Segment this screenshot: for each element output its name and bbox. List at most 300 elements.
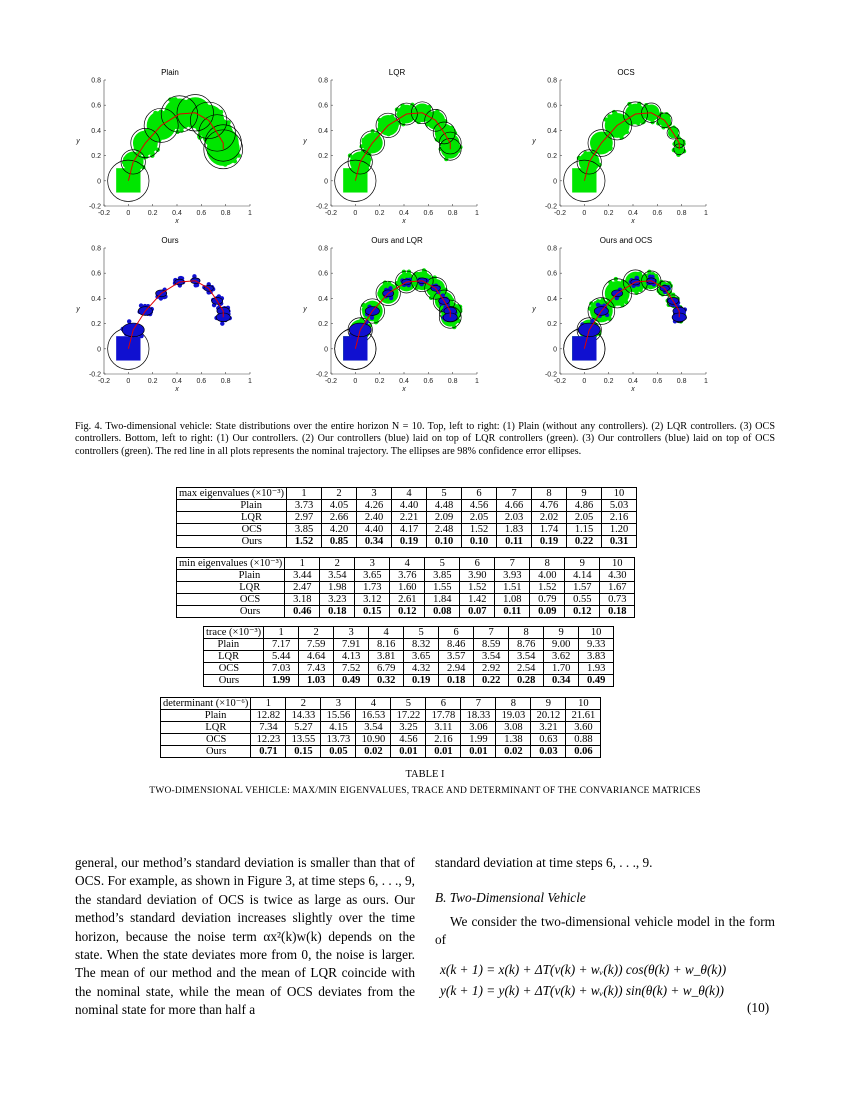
table-col-header: 9 bbox=[544, 627, 579, 639]
sample-point bbox=[361, 139, 365, 143]
x-tick-label: 0.8 bbox=[676, 210, 687, 217]
x-tick-label: 0 bbox=[126, 378, 131, 385]
table-col-header: 2 bbox=[299, 627, 334, 639]
table-cell: 7.52 bbox=[334, 663, 369, 675]
y-tick-label: -0.2 bbox=[544, 371, 557, 379]
plot-title: Plain bbox=[161, 68, 179, 77]
y-axis-label: y bbox=[303, 306, 307, 313]
sample-point bbox=[158, 131, 162, 135]
table-cell: 1.52 bbox=[462, 524, 497, 536]
y-tick-label: 0.6 bbox=[547, 270, 557, 278]
table-label: TABLE I bbox=[405, 769, 445, 780]
table-cell: 3.85 bbox=[425, 570, 460, 582]
table-cell: 8.76 bbox=[509, 639, 544, 651]
table-cell: 0.22 bbox=[474, 675, 509, 687]
table-row-label: Ours bbox=[177, 606, 285, 618]
x-tick-label: 0.8 bbox=[676, 378, 687, 385]
table-cell: 5.27 bbox=[286, 722, 321, 734]
sample-point bbox=[648, 285, 652, 289]
plot-svg bbox=[303, 242, 487, 393]
sample-point bbox=[203, 104, 207, 108]
table-cell: 0.22 bbox=[567, 536, 602, 548]
table-cell: 0.31 bbox=[602, 536, 637, 548]
sample-point bbox=[579, 161, 583, 165]
table-col-header: 8 bbox=[532, 488, 567, 500]
table-row-label: LQR bbox=[204, 651, 264, 663]
table-row-label: Plain bbox=[161, 710, 251, 722]
sample-point bbox=[217, 315, 221, 319]
sample-point bbox=[454, 145, 458, 149]
table-cell: 3.93 bbox=[495, 570, 530, 582]
sample-point bbox=[178, 276, 182, 280]
table-cell: 1.51 bbox=[495, 582, 530, 594]
table-cell: 0.12 bbox=[390, 606, 425, 618]
table-cell: 0.49 bbox=[579, 675, 614, 687]
table-cell: 7.03 bbox=[264, 663, 299, 675]
table-cell: 1.52 bbox=[460, 582, 495, 594]
table-row bbox=[177, 570, 635, 582]
sample-point bbox=[211, 145, 215, 149]
sample-point bbox=[173, 97, 177, 101]
table-row bbox=[161, 710, 601, 722]
table-row bbox=[177, 582, 635, 594]
plot-title: Ours bbox=[161, 236, 179, 245]
table-cell: 7.59 bbox=[299, 639, 334, 651]
sample-point bbox=[434, 115, 438, 119]
x-tick-label: 0.6 bbox=[423, 210, 434, 217]
sample-point bbox=[383, 121, 387, 125]
x-tick-label: 0.2 bbox=[147, 378, 158, 385]
sample-point bbox=[126, 327, 130, 331]
y-tick-label: 0.4 bbox=[318, 127, 328, 135]
table-cell: 0.19 bbox=[392, 536, 427, 548]
x-tick-label: 0.4 bbox=[399, 378, 409, 385]
x-tick-label: 0.2 bbox=[374, 210, 385, 217]
table-cell: 3.57 bbox=[439, 651, 474, 663]
sample-point bbox=[219, 114, 223, 118]
sample-point bbox=[139, 142, 143, 146]
table-col-header: 9 bbox=[565, 558, 600, 570]
plot-lqr bbox=[303, 68, 479, 225]
table-cell: 0.63 bbox=[531, 734, 566, 746]
table-cell: 0.85 bbox=[322, 536, 357, 548]
table-col-header: 3 bbox=[355, 558, 390, 570]
sample-point bbox=[584, 163, 588, 167]
table-row-label: OCS bbox=[177, 594, 285, 606]
sample-point bbox=[218, 149, 222, 153]
x-tick-label: 0.8 bbox=[220, 210, 231, 217]
table-cell: 3.54 bbox=[320, 570, 355, 582]
table-cell: 4.17 bbox=[392, 524, 427, 536]
table-cell: 1.99 bbox=[264, 675, 299, 687]
sample-point bbox=[377, 291, 381, 295]
sample-point bbox=[148, 146, 152, 150]
table-cell: 1.83 bbox=[497, 524, 532, 536]
sample-point bbox=[396, 112, 400, 116]
table-cell: 4.48 bbox=[427, 500, 462, 512]
x-tick-label: -0.2 bbox=[97, 378, 111, 385]
table-row-label: Plain bbox=[204, 639, 264, 651]
table-cell: 4.00 bbox=[530, 570, 565, 582]
table-cell: 0.11 bbox=[495, 606, 530, 618]
table-min-eigenvalues bbox=[176, 557, 635, 618]
table-col-header: 3 bbox=[334, 627, 369, 639]
y-tick-label: 0 bbox=[97, 178, 101, 186]
table-cell: 1.15 bbox=[567, 524, 602, 536]
table-col-header: 8 bbox=[530, 558, 565, 570]
plot-title: Ours and LQR bbox=[371, 236, 423, 245]
x-axis-label: x bbox=[402, 386, 406, 393]
table-cell: 2.16 bbox=[426, 734, 461, 746]
y-axis-label: y bbox=[76, 306, 80, 313]
table-col-header: 4 bbox=[356, 698, 391, 710]
table-max-eigenvalues bbox=[176, 487, 637, 548]
table-header-label: max eigenvalues (×10⁻³) bbox=[177, 488, 287, 500]
table-cell: 1.74 bbox=[532, 524, 567, 536]
y-tick-label: 0.6 bbox=[91, 270, 101, 278]
table-cell: 0.15 bbox=[286, 746, 321, 758]
table-cell: 0.02 bbox=[496, 746, 531, 758]
table-cell: 0.02 bbox=[356, 746, 391, 758]
table-cell: 8.46 bbox=[439, 639, 474, 651]
y-tick-label: -0.2 bbox=[88, 203, 101, 211]
table-cell: 0.01 bbox=[426, 746, 461, 758]
table-row-label: LQR bbox=[177, 582, 285, 594]
table-row bbox=[204, 675, 614, 687]
table-row-label: LQR bbox=[177, 512, 287, 524]
table-row-label: LQR bbox=[161, 722, 251, 734]
table-cell: 0.19 bbox=[404, 675, 439, 687]
sample-point bbox=[387, 281, 391, 285]
x-tick-label: 0.6 bbox=[423, 378, 434, 385]
table-cell: 2.66 bbox=[322, 512, 357, 524]
sample-point bbox=[220, 321, 224, 325]
sample-point bbox=[200, 107, 204, 111]
x-tick-label: -0.2 bbox=[324, 210, 338, 217]
table-cell: 3.44 bbox=[285, 570, 320, 582]
table-cell: 2.40 bbox=[357, 512, 392, 524]
table-cell: 0.88 bbox=[566, 734, 601, 746]
table-cell: 17.22 bbox=[391, 710, 426, 722]
table-cell: 0.03 bbox=[531, 746, 566, 758]
plot-svg bbox=[532, 242, 716, 393]
table-cell: 2.61 bbox=[390, 594, 425, 606]
table-col-header: 10 bbox=[600, 558, 635, 570]
x-tick-label: 0.8 bbox=[447, 378, 458, 385]
table-cell: 3.85 bbox=[287, 524, 322, 536]
table-row bbox=[177, 500, 637, 512]
table-cell: 3.54 bbox=[356, 722, 391, 734]
table-cell: 2.05 bbox=[462, 512, 497, 524]
table-row-label: Plain bbox=[177, 500, 287, 512]
table-cell: 4.30 bbox=[600, 570, 635, 582]
table-cell: 19.03 bbox=[496, 710, 531, 722]
table-cell: 0.73 bbox=[600, 594, 635, 606]
table-cell: 4.05 bbox=[322, 500, 357, 512]
table-col-header: 6 bbox=[439, 627, 474, 639]
sample-point bbox=[367, 157, 371, 161]
sample-point bbox=[447, 126, 451, 130]
table-cell: 16.53 bbox=[356, 710, 391, 722]
sample-point bbox=[392, 127, 396, 131]
sample-point bbox=[415, 112, 419, 116]
table-cell: 3.65 bbox=[355, 570, 390, 582]
table-col-header: 9 bbox=[531, 698, 566, 710]
table-cell: 3.18 bbox=[285, 594, 320, 606]
table-cell: 0.32 bbox=[369, 675, 404, 687]
sample-point bbox=[421, 105, 425, 109]
table-col-header: 6 bbox=[426, 698, 461, 710]
figure-caption: Fig. 4. Two-dimensional vehicle: State distributions over the entire horizon N = 10. Top, left to right: (1) Plain (without any controllers). (2) LQR controllers. (3) OCS controllers. Bottom, left to right: (1) Our controllers. (2) Our controllers (blue) laid on top of LQR controllers (green). (3) Our controllers (blue) laid on top of OCS controllers (green). The red line in all plots represents the nominal trajectory. The ellipses are 98% confidence error ellipses. bbox=[75, 421, 775, 457]
table-cell: 1.67 bbox=[600, 582, 635, 594]
y-tick-label: 0.8 bbox=[547, 77, 557, 85]
table-cell: 4.76 bbox=[532, 500, 567, 512]
table-cell: 0.49 bbox=[334, 675, 369, 687]
table-cell: 4.86 bbox=[567, 500, 602, 512]
table-col-header: 1 bbox=[251, 698, 286, 710]
table-cell: 15.56 bbox=[321, 710, 356, 722]
table-cell: 3.25 bbox=[391, 722, 426, 734]
table-cell: 3.73 bbox=[287, 500, 322, 512]
table-cell: 0.28 bbox=[509, 675, 544, 687]
sample-point bbox=[370, 316, 374, 320]
table-col-header: 5 bbox=[391, 698, 426, 710]
sample-point bbox=[609, 284, 613, 288]
sample-point bbox=[216, 155, 220, 159]
sample-point bbox=[129, 155, 133, 159]
x-axis-label: x bbox=[631, 386, 635, 393]
table-cell: 0.12 bbox=[565, 606, 600, 618]
x-tick-label: 0.6 bbox=[652, 210, 663, 217]
table-cell: 7.43 bbox=[299, 663, 334, 675]
x-tick-label: 0.2 bbox=[603, 378, 614, 385]
table-cell: 7.17 bbox=[264, 639, 299, 651]
plot-ours-and-ocs bbox=[532, 236, 708, 393]
right-column-top: standard deviation at time steps 6, . . ., 9. bbox=[435, 855, 653, 870]
x-tick-label: 1 bbox=[248, 378, 252, 385]
table-row-label: OCS bbox=[177, 524, 287, 536]
table-row-label: OCS bbox=[204, 663, 264, 675]
table-cell: 0.34 bbox=[544, 675, 579, 687]
table-header-label: determinant (×10⁻⁶) bbox=[161, 698, 251, 710]
table-cell: 7.91 bbox=[334, 639, 369, 651]
table-header-label: min eigenvalues (×10⁻³) bbox=[177, 558, 285, 570]
y-tick-label: 0.6 bbox=[318, 102, 328, 110]
plot-ours bbox=[76, 236, 252, 393]
y-tick-label: 0.8 bbox=[318, 77, 328, 85]
table-cell: 1.84 bbox=[425, 594, 460, 606]
table-col-header: 10 bbox=[602, 488, 637, 500]
table-cell: 0.09 bbox=[530, 606, 565, 618]
table-col-header: 5 bbox=[427, 488, 462, 500]
table-cell: 3.11 bbox=[426, 722, 461, 734]
table-cell: 2.47 bbox=[285, 582, 320, 594]
x-tick-label: 1 bbox=[704, 210, 708, 217]
sample-point bbox=[438, 281, 442, 285]
table-cell: 4.40 bbox=[357, 524, 392, 536]
y-tick-label: 0.4 bbox=[547, 295, 557, 303]
table-cell: 3.60 bbox=[566, 722, 601, 734]
table-cell: 1.99 bbox=[461, 734, 496, 746]
table-col-header: 6 bbox=[460, 558, 495, 570]
x-tick-label: 0 bbox=[126, 210, 131, 217]
table-col-header: 4 bbox=[369, 627, 404, 639]
y-tick-label: 0.2 bbox=[547, 153, 557, 161]
x-tick-label: -0.2 bbox=[97, 210, 111, 217]
sample-point bbox=[638, 288, 642, 292]
x-tick-label: 0 bbox=[582, 210, 587, 217]
y-tick-label: 0.4 bbox=[318, 295, 328, 303]
table-cell: 4.40 bbox=[392, 500, 427, 512]
table-cell: 9.33 bbox=[579, 639, 614, 651]
x-tick-label: 1 bbox=[248, 210, 252, 217]
table-col-header: 8 bbox=[509, 627, 544, 639]
y-axis-label: y bbox=[76, 138, 80, 145]
x-tick-label: 0.8 bbox=[447, 210, 458, 217]
table-cell: 1.55 bbox=[425, 582, 460, 594]
table-cell: 3.62 bbox=[544, 651, 579, 663]
y-tick-label: 0.2 bbox=[91, 321, 101, 329]
right-column-paragraph: We consider the two-dimensional vehicle model in the form of bbox=[435, 914, 775, 948]
sample-point bbox=[215, 115, 219, 119]
x-tick-label: 0.2 bbox=[147, 210, 158, 217]
x-tick-label: 0.4 bbox=[172, 378, 182, 385]
table-cell: 0.18 bbox=[600, 606, 635, 618]
table-col-header: 1 bbox=[287, 488, 322, 500]
x-tick-label: -0.2 bbox=[553, 378, 567, 385]
table-cell: 1.73 bbox=[355, 582, 390, 594]
table-cell: 20.12 bbox=[531, 710, 566, 722]
table-row bbox=[161, 722, 601, 734]
table-cell: 8.16 bbox=[369, 639, 404, 651]
table-caption: TWO-DIMENSIONAL VEHICLE: MAX/MIN EIGENVALUES, TRACE AND DETERMINANT OF THE CONVARIANCE MATRICES bbox=[149, 786, 701, 796]
y-tick-label: -0.2 bbox=[544, 203, 557, 211]
x-tick-label: -0.2 bbox=[553, 210, 567, 217]
y-tick-label: 0 bbox=[324, 346, 328, 354]
table-cell: 3.08 bbox=[496, 722, 531, 734]
y-tick-label: -0.2 bbox=[88, 371, 101, 379]
sample-point bbox=[607, 114, 611, 118]
y-tick-label: 0.6 bbox=[547, 102, 557, 110]
table-cell: 0.10 bbox=[427, 536, 462, 548]
sample-point bbox=[638, 271, 642, 275]
table-row-label: Ours bbox=[177, 536, 287, 548]
y-axis-label: y bbox=[532, 306, 536, 313]
y-tick-label: -0.2 bbox=[315, 203, 328, 211]
table-cell: 2.02 bbox=[532, 512, 567, 524]
table-row bbox=[204, 639, 614, 651]
table-determinant bbox=[160, 697, 601, 758]
table-cell: 3.54 bbox=[474, 651, 509, 663]
table-cell: 0.18 bbox=[320, 606, 355, 618]
table-cell: 1.03 bbox=[299, 675, 334, 687]
y-tick-label: 0 bbox=[553, 346, 557, 354]
table-cell: 2.05 bbox=[567, 512, 602, 524]
table-cell: 1.52 bbox=[287, 536, 322, 548]
y-tick-label: 0.2 bbox=[91, 153, 101, 161]
table-row bbox=[204, 663, 614, 675]
table-cell: 7.34 bbox=[251, 722, 286, 734]
table-cell: 4.26 bbox=[357, 500, 392, 512]
table-cell: 5.44 bbox=[264, 651, 299, 663]
sample-point bbox=[228, 316, 232, 320]
table-cell: 18.33 bbox=[461, 710, 496, 722]
table-cell: 1.38 bbox=[496, 734, 531, 746]
table-cell: 6.79 bbox=[369, 663, 404, 675]
plot-svg bbox=[303, 74, 487, 225]
table-cell: 10.90 bbox=[356, 734, 391, 746]
y-tick-label: 0 bbox=[553, 178, 557, 186]
table-col-header: 5 bbox=[404, 627, 439, 639]
plot-svg bbox=[76, 74, 260, 225]
table-cell: 2.16 bbox=[602, 512, 637, 524]
y-axis-label: y bbox=[532, 138, 536, 145]
x-tick-label: 0.6 bbox=[196, 378, 207, 385]
sample-point bbox=[140, 134, 144, 138]
table-row bbox=[177, 524, 637, 536]
table-col-header: 7 bbox=[474, 627, 509, 639]
table-cell: 1.08 bbox=[495, 594, 530, 606]
table-cell: 1.42 bbox=[460, 594, 495, 606]
x-tick-label: 0 bbox=[353, 210, 358, 217]
plot-svg bbox=[76, 242, 260, 393]
table-cell: 2.97 bbox=[287, 512, 322, 524]
table-cell: 0.18 bbox=[439, 675, 474, 687]
table-cell: 14.33 bbox=[286, 710, 321, 722]
sample-point bbox=[682, 311, 686, 315]
table-col-header: 2 bbox=[286, 698, 321, 710]
y-tick-label: 0.2 bbox=[318, 321, 328, 329]
sample-point bbox=[624, 300, 628, 304]
table-col-header: 1 bbox=[264, 627, 299, 639]
x-tick-label: 0.6 bbox=[196, 210, 207, 217]
plot-title: LQR bbox=[388, 68, 406, 77]
table-row bbox=[177, 594, 635, 606]
x-tick-label: 0.2 bbox=[603, 210, 614, 217]
table-cell: 0.19 bbox=[532, 536, 567, 548]
table-row bbox=[177, 606, 635, 618]
table-cell: 2.54 bbox=[509, 663, 544, 675]
table-cell: 0.06 bbox=[566, 746, 601, 758]
table-cell: 0.01 bbox=[391, 746, 426, 758]
equation-line-1: x(k + 1) = x(k) + ΔT(v(k) + wᵥ(k)) cos(θ(k) + w_θ(k)) bbox=[440, 962, 727, 977]
table-cell: 8.32 bbox=[404, 639, 439, 651]
y-tick-label: 0.8 bbox=[91, 245, 101, 253]
table-col-header: 10 bbox=[566, 698, 601, 710]
table-col-header: 10 bbox=[579, 627, 614, 639]
table-cell: 5.03 bbox=[602, 500, 637, 512]
plot-svg bbox=[532, 74, 716, 225]
x-tick-label: -0.2 bbox=[324, 378, 338, 385]
y-tick-label: 0 bbox=[324, 178, 328, 186]
sample-point bbox=[613, 111, 617, 115]
table-cell: 0.10 bbox=[462, 536, 497, 548]
sample-point bbox=[219, 110, 223, 114]
table-cell: 0.05 bbox=[321, 746, 356, 758]
sample-point bbox=[364, 136, 368, 140]
y-tick-label: 0.6 bbox=[318, 270, 328, 278]
table-col-header: 7 bbox=[497, 488, 532, 500]
table-cell: 17.78 bbox=[426, 710, 461, 722]
table-col-header: 1 bbox=[285, 558, 320, 570]
sample-point bbox=[583, 151, 587, 155]
y-tick-label: 0.4 bbox=[547, 127, 557, 135]
sample-point bbox=[167, 105, 171, 109]
table-cell: 12.82 bbox=[251, 710, 286, 722]
sample-point bbox=[604, 143, 608, 147]
table-row bbox=[204, 651, 614, 663]
sample-point bbox=[181, 112, 185, 116]
